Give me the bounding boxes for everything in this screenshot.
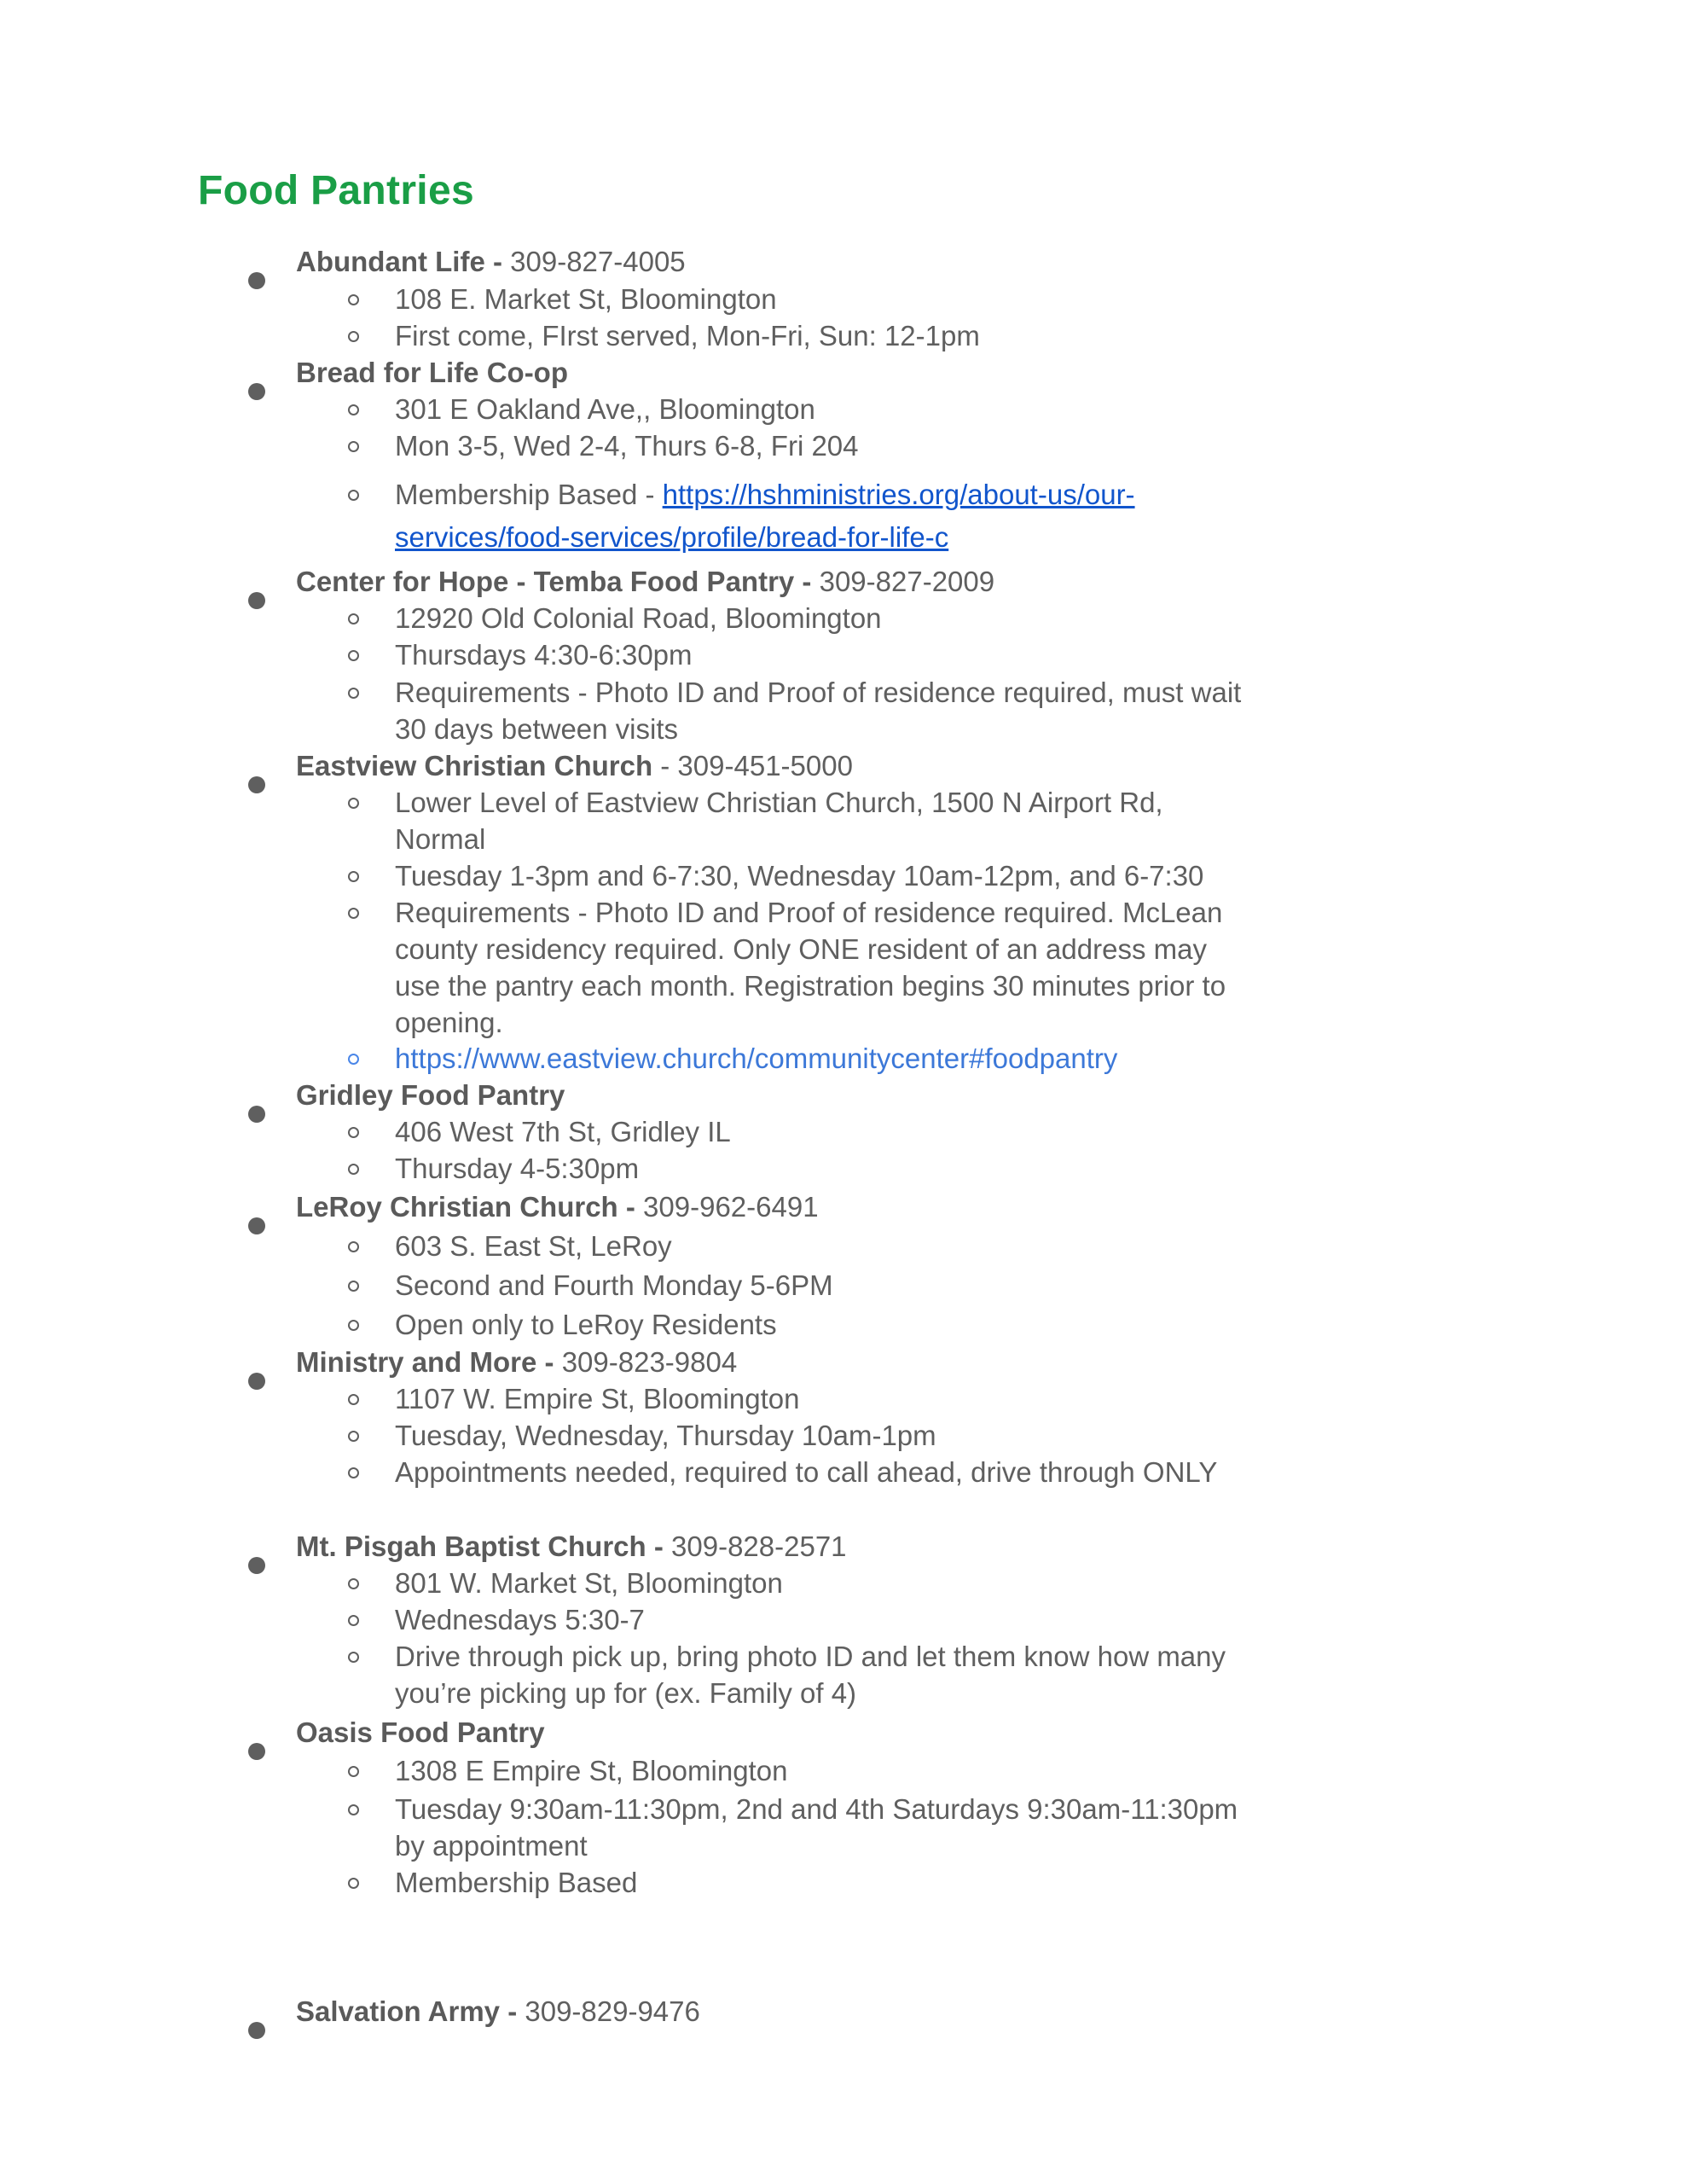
pantry-detail (395, 1228, 1248, 1264)
bullet-icon (248, 1217, 265, 1234)
circle-bullet-icon (348, 1281, 359, 1292)
pantry-name: LeRoy Christian Church - (296, 1191, 644, 1223)
bullet-icon (248, 2022, 265, 2039)
pantry-entry (296, 1714, 545, 1751)
circle-bullet-icon (348, 1766, 359, 1777)
pantry-entry (296, 1993, 700, 2030)
pantry-phone: 309-829-9476 (525, 1995, 700, 2027)
bullet-icon (248, 1557, 265, 1574)
pantry-name: Oasis Food Pantry (296, 1716, 545, 1748)
circle-bullet-icon (348, 1054, 359, 1065)
pantry-detail (395, 1267, 1248, 1304)
circle-bullet-icon (348, 1320, 359, 1331)
circle-bullet-icon (348, 1804, 359, 1815)
pantry-detail (395, 857, 1248, 894)
detail-text: Second and Fourth Monday 5-6PM (395, 1269, 833, 1301)
detail-text: Membership Based (395, 1867, 638, 1898)
detail-text: Requirements - Photo ID and Proof of residence required. McLean county residency required. Only ONE resident of an address may use the pantry each month. Registration begins 30 minutes prior to opening. (395, 897, 1226, 1038)
circle-bullet-icon (348, 908, 359, 919)
pantry-entry (296, 1188, 819, 1226)
pantry-detail (395, 1454, 1248, 1490)
bullet-icon (248, 1743, 265, 1760)
bullet-icon (248, 776, 265, 793)
pantry-phone: - 309-451-5000 (652, 750, 853, 781)
pantry-detail (395, 1791, 1248, 1864)
pantry-phone: 309-827-2009 (819, 566, 995, 597)
pantry-name: Gridley Food Pantry (296, 1079, 565, 1111)
bullet-icon (248, 383, 265, 400)
detail-text: Open only to LeRoy Residents (395, 1309, 777, 1340)
pantry-detail (395, 1306, 1248, 1343)
bullet-icon (248, 272, 265, 289)
pantry-name: Salvation Army - (296, 1995, 525, 2027)
pantry-detail (395, 317, 1248, 354)
pantry-detail (395, 1380, 1248, 1417)
detail-text: Membership Based - (395, 479, 663, 510)
circle-bullet-icon (348, 490, 359, 501)
bullet-icon (248, 592, 265, 609)
pantry-phone: 309-962-6491 (643, 1191, 819, 1223)
pantry-website-link[interactable]: https://hshministries.org/about-us/our- services/food-services/profile/bread-for-life-c (395, 479, 1135, 553)
pantry-name: Eastview Christian Church (296, 750, 653, 781)
detail-text: Lower Level of Eastview Christian Church, 1500 N Airport Rd, Normal (395, 787, 1163, 855)
circle-bullet-icon (348, 1164, 359, 1175)
pantry-detail (395, 1113, 1248, 1150)
pantry-detail (395, 281, 1248, 317)
circle-bullet-icon (348, 1241, 359, 1252)
detail-text: 801 W. Market St, Bloomington (395, 1567, 783, 1599)
pantry-website-link[interactable]: https://www.eastview.church/communitycenter#foodpantry (395, 1043, 1118, 1074)
circle-bullet-icon (348, 613, 359, 624)
pantry-entry (296, 747, 853, 785)
pantry-detail (395, 1565, 1248, 1601)
detail-text: 301 E Oakland Ave,, Bloomington (395, 393, 815, 425)
pantry-detail (395, 1150, 1248, 1187)
circle-bullet-icon (348, 294, 359, 305)
detail-text: Mon 3-5, Wed 2-4, Thurs 6-8, Fri 204 (395, 430, 859, 462)
pantry-detail (395, 1638, 1248, 1711)
detail-text: Appointments needed, required to call ahead, drive through ONLY (395, 1456, 1218, 1488)
bullet-icon (248, 1373, 265, 1390)
detail-text: Thursdays 4:30-6:30pm (395, 639, 693, 671)
circle-bullet-icon (348, 1878, 359, 1889)
pantry-entry (296, 1344, 737, 1381)
pantry-name: Ministry and More - (296, 1346, 562, 1378)
circle-bullet-icon (348, 1467, 359, 1478)
detail-text: 12920 Old Colonial Road, Bloomington (395, 602, 882, 634)
detail-text: 406 West 7th St, Gridley IL (395, 1116, 731, 1147)
circle-bullet-icon (348, 798, 359, 809)
circle-bullet-icon (348, 331, 359, 342)
pantry-phone: 309-827-4005 (510, 246, 686, 277)
pantry-name: Center for Hope - Temba Food Pantry - (296, 566, 820, 597)
pantry-detail (395, 1040, 1248, 1077)
circle-bullet-icon (348, 1652, 359, 1663)
bullet-icon (248, 1106, 265, 1123)
detail-text: 603 S. East St, LeRoy (395, 1230, 672, 1262)
pantry-entry (296, 1528, 847, 1565)
detail-text: Tuesday 9:30am-11:30pm, 2nd and 4th Saturdays 9:30am-11:30pm by appointment (395, 1793, 1238, 1862)
pantry-detail (395, 784, 1248, 857)
pantry-name: Bread for Life Co-op (296, 357, 568, 388)
circle-bullet-icon (348, 1394, 359, 1405)
detail-text: Requirements - Photo ID and Proof of residence required, must wait 30 days between visits (395, 677, 1242, 745)
pantry-phone: 309-823-9804 (561, 1346, 738, 1378)
pantry-entry (296, 1077, 565, 1114)
pantry-detail (395, 1752, 1248, 1789)
pantry-detail (395, 1601, 1248, 1638)
detail-text: Wednesdays 5:30-7 (395, 1604, 645, 1635)
pantry-name: Abundant Life - (296, 246, 511, 277)
circle-bullet-icon (348, 688, 359, 699)
pantry-detail (395, 473, 1248, 559)
pantry-entry (296, 243, 686, 281)
detail-text: Thursday 4-5:30pm (395, 1153, 640, 1184)
circle-bullet-icon (348, 404, 359, 415)
detail-text: Tuesday 1-3pm and 6-7:30, Wednesday 10am-12pm, and 6-7:30 (395, 860, 1204, 892)
circle-bullet-icon (348, 1431, 359, 1442)
pantry-name: Mt. Pisgah Baptist Church - (296, 1531, 672, 1562)
circle-bullet-icon (348, 1615, 359, 1626)
circle-bullet-icon (348, 871, 359, 882)
circle-bullet-icon (348, 441, 359, 452)
circle-bullet-icon (348, 650, 359, 661)
pantry-detail (395, 636, 1248, 673)
pantry-detail (395, 674, 1248, 747)
pantry-detail (395, 1864, 1248, 1901)
detail-text: 1107 W. Empire St, Bloomington (395, 1383, 800, 1414)
circle-bullet-icon (348, 1578, 359, 1589)
pantry-detail (395, 1417, 1248, 1454)
detail-text: Drive through pick up, bring photo ID and let them know how many you’re picking up for (ex. Family of 4) (395, 1641, 1226, 1709)
pantry-detail (395, 427, 1248, 464)
pantry-phone: 309-828-2571 (671, 1531, 847, 1562)
pantry-detail (395, 391, 1248, 427)
pantry-entry (296, 563, 994, 601)
detail-text: First come, FIrst served, Mon-Fri, Sun: 12-1pm (395, 320, 980, 351)
detail-text: 1308 E Empire St, Bloomington (395, 1755, 788, 1786)
detail-text: 108 E. Market St, Bloomington (395, 283, 777, 315)
pantry-detail (395, 600, 1248, 636)
pantry-detail (395, 894, 1248, 1041)
detail-text: Tuesday, Wednesday, Thursday 10am-1pm (395, 1420, 936, 1451)
circle-bullet-icon (348, 1127, 359, 1138)
pantry-entry (296, 354, 568, 392)
page-title: Food Pantries (198, 168, 474, 213)
